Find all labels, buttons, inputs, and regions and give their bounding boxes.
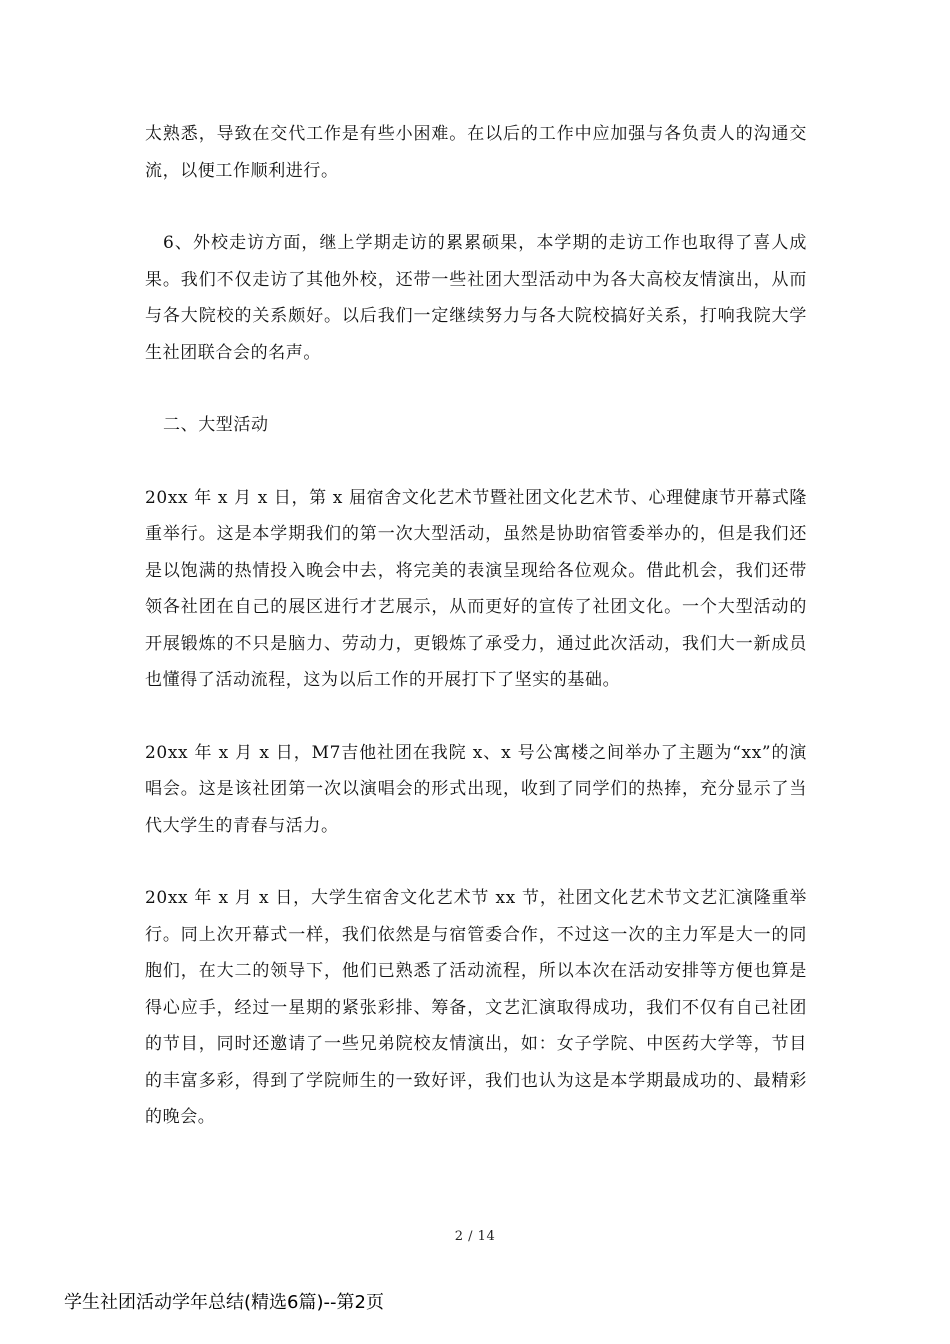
paragraph-continuation: 太熟悉，导致在交代工作是有些小困难。在以后的工作中应加强与各负责人的沟通交流，以便工作顺利进行。 [145, 124, 807, 181]
section-heading-major-events: 二、大型活动 [163, 415, 269, 435]
paragraph-art-performance: 20xx 年 x 月 x 日，大学生宿舍文化艺术节 xx 节，社团文化艺术节文艺汇演隆重举行。同上次开幕式一样，我们依然是与宿管委合作，不过这一次的主力军是大一的同胞们，在大二的领导下，他们已熟悉了活动流程，所以本次在活动安排等方便也算是得心应手，经过一星期的紧张彩排、筹备，文艺汇演取得成功，我们不仅有自己社团的节目，同时还邀请了一些兄弟院校友情演出，如：女子学院、中医药大学等，节目的丰富多彩，得到了学院师生的一致好评，我们也认为这是本学期最成功的、最精彩的晚会。 [145, 888, 807, 1127]
page-number: 2 / 14 [454, 1229, 496, 1244]
footer-document-title: 学生社团活动学年总结(精选6篇)--第2页 [64, 1292, 384, 1313]
paragraph-guitar-concert: 20xx 年 x 月 x 日，M7吉他社团在我院 x、x 号公寓楼之间举办了主题为“xx”的演唱会。这是该社团第一次以演唱会的形式出现，收到了同学们的热捧，充分显示了当代大学生的青春与活力。 [145, 742, 807, 836]
paragraph-opening-ceremony: 20xx 年 x 月 x 日，第 x 届宿舍文化艺术节暨社团文化艺术节、心理健康节开幕式隆重举行。这是本学期我们的第一次大型活动，虽然是协助宿管委举办的，但是我们还是以饱满的热情投入晚会中去，将完美的表演呈现给各位观众。借此机会，我们还带领各社团在自己的展区进行才艺展示，从而更好的宣传了社团文化。一个大型活动的开展锻炼的不只是脑力、劳动力，更锻炼了承受力，通过此次活动，我们大一新成员也懂得了活动流程，这为以后工作的开展打下了坚实的基础。 [145, 487, 807, 690]
paragraph-school-visits: 6、外校走访方面，继上学期走访的累累硕果，本学期的走访工作也取得了喜人成果。我们不仅走访了其他外校，还带一些社团大型活动中为各大高校友情演出，从而与各大院校的关系颇好。以后我们一定继续努力与各大院校搞好关系，打响我院大学生社团联合会的名声。 [145, 233, 807, 363]
document-body [145, 116, 807, 1172]
